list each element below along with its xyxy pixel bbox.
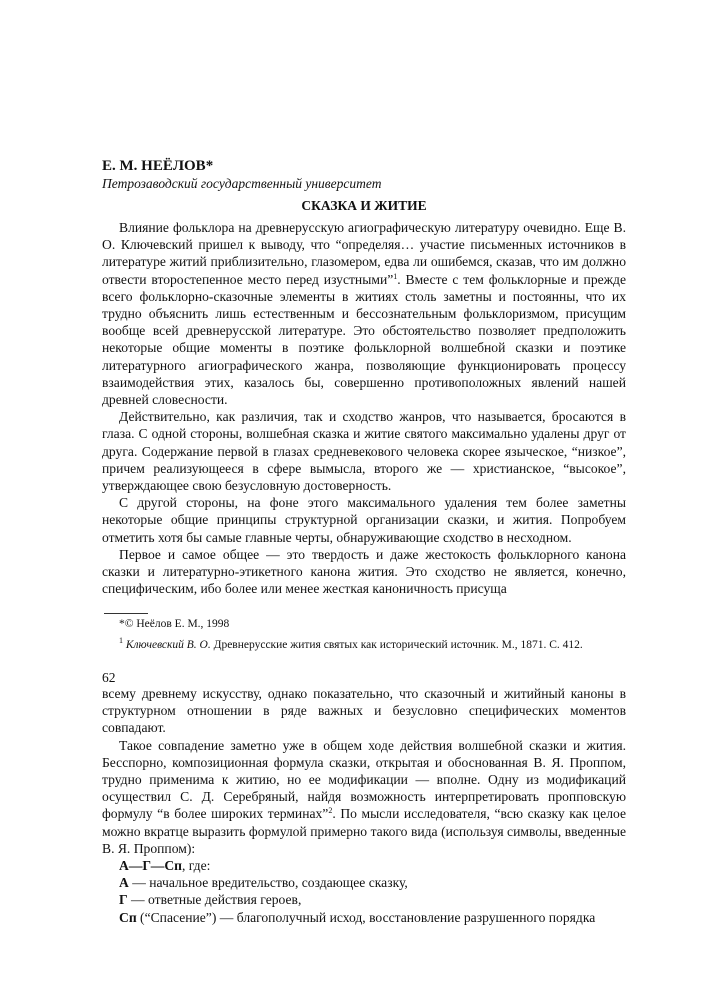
formula: А—Г—Сп [119, 858, 182, 874]
footnote-1-text: Древнерусские жития святых как исторический источник. М., 1871. С. 412. [210, 639, 583, 651]
footnote-1 [119, 638, 626, 652]
article-title: СКАЗКА И ЖИТИЕ [301, 198, 427, 213]
formula-item-g [102, 891, 626, 908]
paragraph-5: всему древнему искусству, однако показательно, что сказочный и житийный каноны в структурном отношении в ряде важных и безусловно специфических моментов совпадают. [102, 686, 626, 736]
paragraph-1-text-a: Влияние фольклора на древнерусскую агиографическую литературу очевидно. Еще В. О. Ключевский пришел к выводу, что “определяя… участие письменных источников в литературе житий приблизительно, глазомером, едва ли ошибемся, сказав, что им должно отвести второстепенное место перед изустными” [102, 220, 626, 287]
paragraph-6 [102, 737, 626, 857]
formula-item-g-symbol: Г [119, 892, 128, 908]
footnote-divider [104, 613, 148, 614]
formula-line [102, 857, 626, 874]
copyright-note: *© Неёлов Е. М., 1998 [119, 618, 230, 630]
formula-item-a-symbol: А [119, 875, 129, 891]
formula-item-g-text: — ответные действия героев, [127, 892, 302, 908]
formula-item-sp [102, 909, 626, 926]
footnote-1-number: 1 [119, 636, 123, 645]
formula-item-sp-symbol: Сп [119, 909, 137, 925]
article-body-part-2 [102, 685, 626, 926]
formula-item-a [102, 874, 626, 891]
footnote-ref-1: 1 [393, 271, 398, 281]
paragraph-1-text-b: . Вместе с тем фольклорные и прежде всего фольклорно-сказочные элементы в житиях столь заметны и постоянны, что их трудно объяснить лишь естественным и бессознательным фольклоризмом, присущим вообще всей древнерусской литературе. Это обстоятельство позволяет предположить некоторые общие моменты в поэтике фольклорной волшебной сказки и поэтике литературного агиографического жанра, позволяющие функционировать процессу взаимодействия этих, казалось бы, совершенно противоположных явлений нашей древней словесности. [102, 271, 626, 408]
paragraph-6-text-b: . По мысли исследователя, “всю сказку как целое можно вкратце выразить формулой примерно такого вида (используя символы, введенные В. Я. Проппом): [102, 806, 626, 856]
paragraph-1 [102, 219, 626, 408]
article-body-part-1 [102, 219, 626, 597]
paragraph-4: Первое и самое общее — это твердость и даже жестокость фольклорного канона сказки и литературно-этикетного канона жития. Это сходство не является, конечно, специфическим, ибо более или менее жесткая каноничность присуща [102, 546, 626, 597]
author-name: Е. М. НЕЁЛОВ* [102, 158, 214, 174]
paragraph-2: Действительно, как различия, так и сходство жанров, что называется, бросаются в глаза. С одной стороны, волшебная сказка и житие святого максимально удалены друг от друга. Содержание первой в глазах средневекового человека скорее языческое, “низкое”, причем реализующееся в сфере вымысла, второго же — христианское, “высокое”, утверждающее свою безусловную достоверность. [102, 409, 626, 494]
paragraph-3: С другой стороны, на фоне этого максимального удаления тем более заметны некоторые общие принципы структурной организации сказки, и жития. Попробуем отметить хотя бы самые главные черты, обнаруживающие сходство в несходном. [102, 495, 626, 545]
formula-item-sp-text: (“Спасение”) — благополучный исход, восстановление разрушенного порядка [136, 909, 596, 925]
page-number: 62 [102, 670, 116, 685]
paragraph-6-text-a: Такое совпадение заметно уже в общем ходе действия волшебной сказки и жития. Бесспорно, композиционная формула сказки, открытая и обоснованная В. Я. Проппом, трудно применима к житию, но ее модификации — вполне. Одну из модификаций осуществил С. Д. Серебряный, найдя возможность интерпретировать пропповскую формулу “в более широких терминах” [102, 737, 626, 822]
footnote-ref-2: 2 [328, 806, 333, 816]
formula-item-a-text: — начальное вредительство, создающее сказку, [128, 875, 408, 891]
footnote-1-author: Ключевский В. О. [125, 639, 211, 651]
author-affiliation: Петрозаводский государственный университет [102, 176, 382, 191]
formula-tail: , где: [181, 858, 211, 874]
